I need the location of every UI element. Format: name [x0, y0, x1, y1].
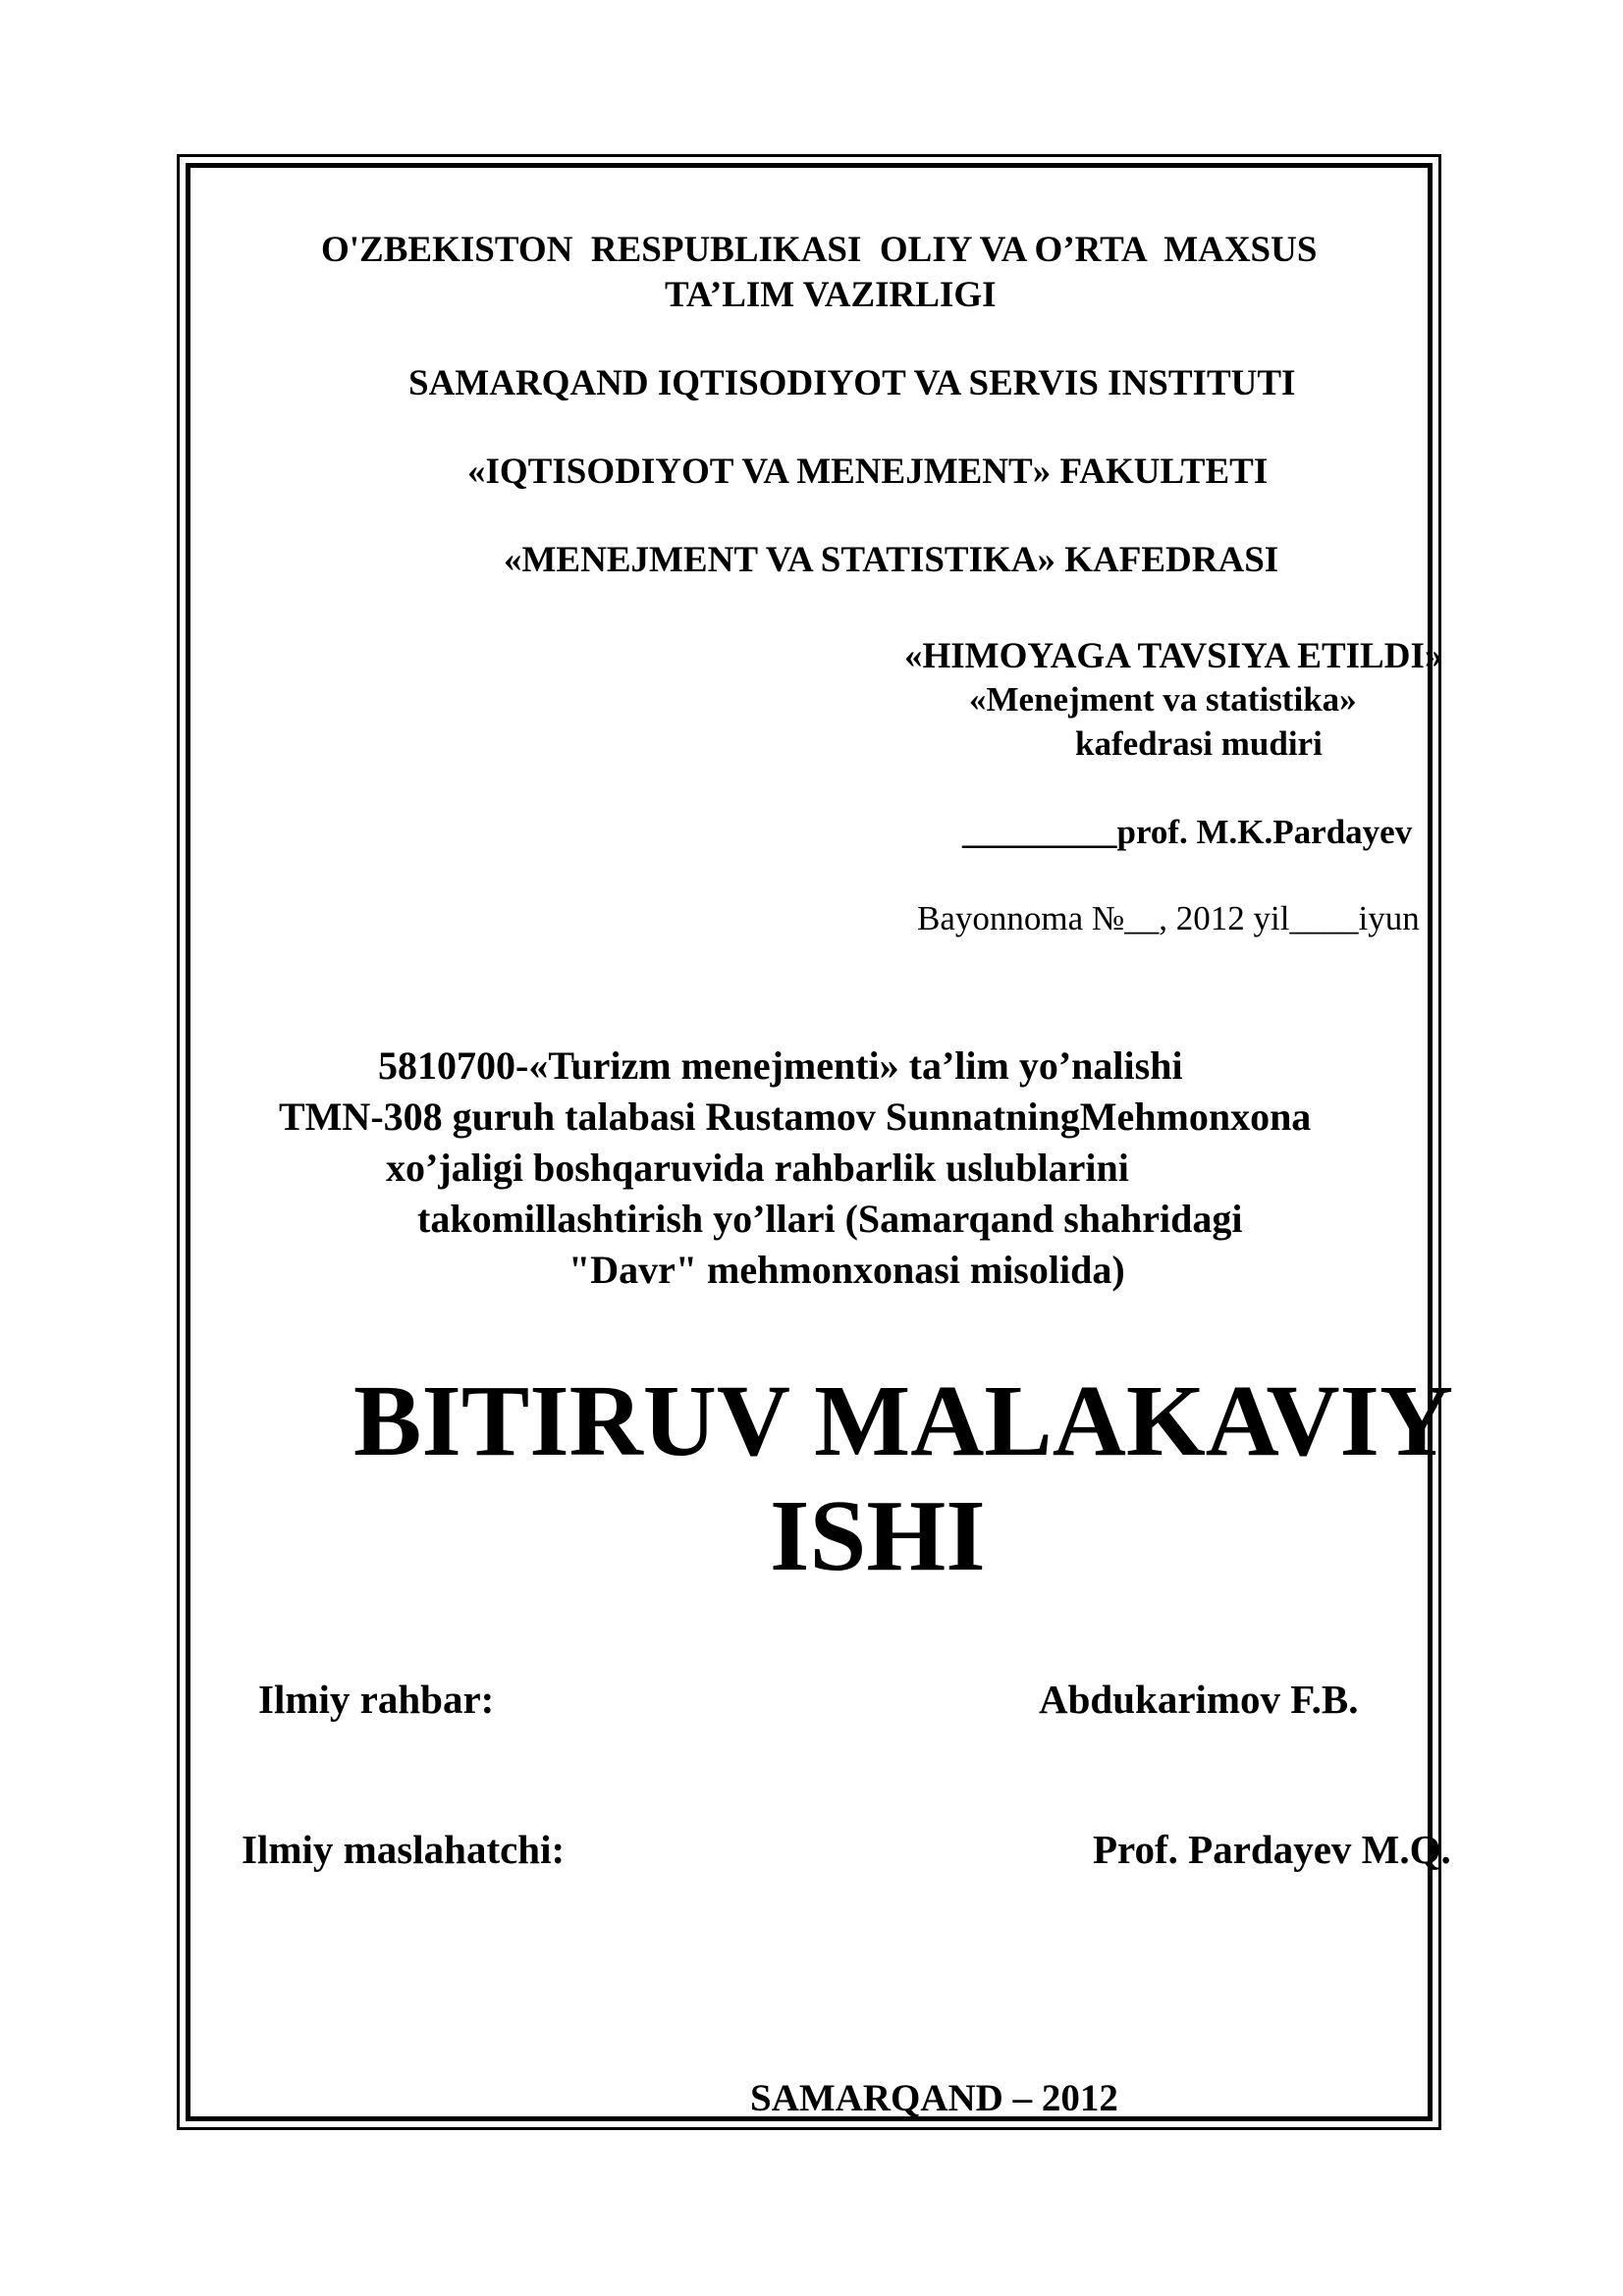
topic-line-5: "Davr" mehmonxonasi misolida) [568, 1248, 1125, 1292]
faculty-name: «IQTISODIYOT VA MENEJMENT» FAKULTETI [467, 452, 1269, 492]
approval-signature: _________prof. M.K.Pardayev [962, 813, 1413, 851]
consultant-label: Ilmiy maslahatchi: [242, 1827, 566, 1872]
approval-title: «HIMOYAGA TAVSIYA ETILDI» [904, 636, 1443, 676]
institute-name: SAMARQAND IQTISODIYOT VA SERVIS INSTITUTI [408, 363, 1296, 403]
main-title-line-2: ISHI [770, 1479, 986, 1592]
ministry-line-2: TA’LIM VAZIRLIGI [665, 275, 997, 315]
consultant-name: Prof. Pardayev M.Q. [1093, 1827, 1451, 1872]
ministry-line-1: O'ZBEKISTON RESPUBLIKASI OLIY VA O’RTA MAXSUS [321, 230, 1318, 270]
topic-line-2: TMN-308 guruh talabasi Rustamov SunnatningMehmonxona [279, 1095, 1312, 1139]
footer-city-year: SAMARQAND – 2012 [750, 2077, 1118, 2119]
advisor-label: Ilmiy rahbar: [258, 1677, 495, 1722]
main-title-line-1: BITIRUV MALAKAVIY [353, 1364, 1454, 1477]
approval-role: kafedrasi mudiri [1075, 724, 1323, 763]
approval-department: «Menejment va statistika» [969, 680, 1357, 719]
topic-line-3: xo’jaligi boshqaruvida rahbarlik uslublarini [386, 1146, 1129, 1190]
topic-line-1: 5810700-«Turizm menejmenti» ta’lim yo’nalishi [378, 1043, 1183, 1088]
department-name: «MENEJMENT VA STATISTIKA» KAFEDRASI [504, 540, 1279, 580]
topic-line-4: takomillashtirish yo’llari (Samarqand shahridagi [417, 1197, 1243, 1241]
advisor-name: Abdukarimov F.B. [1039, 1677, 1359, 1722]
approval-protocol: Bayonnoma №__, 2012 yil____iyun [917, 899, 1420, 937]
